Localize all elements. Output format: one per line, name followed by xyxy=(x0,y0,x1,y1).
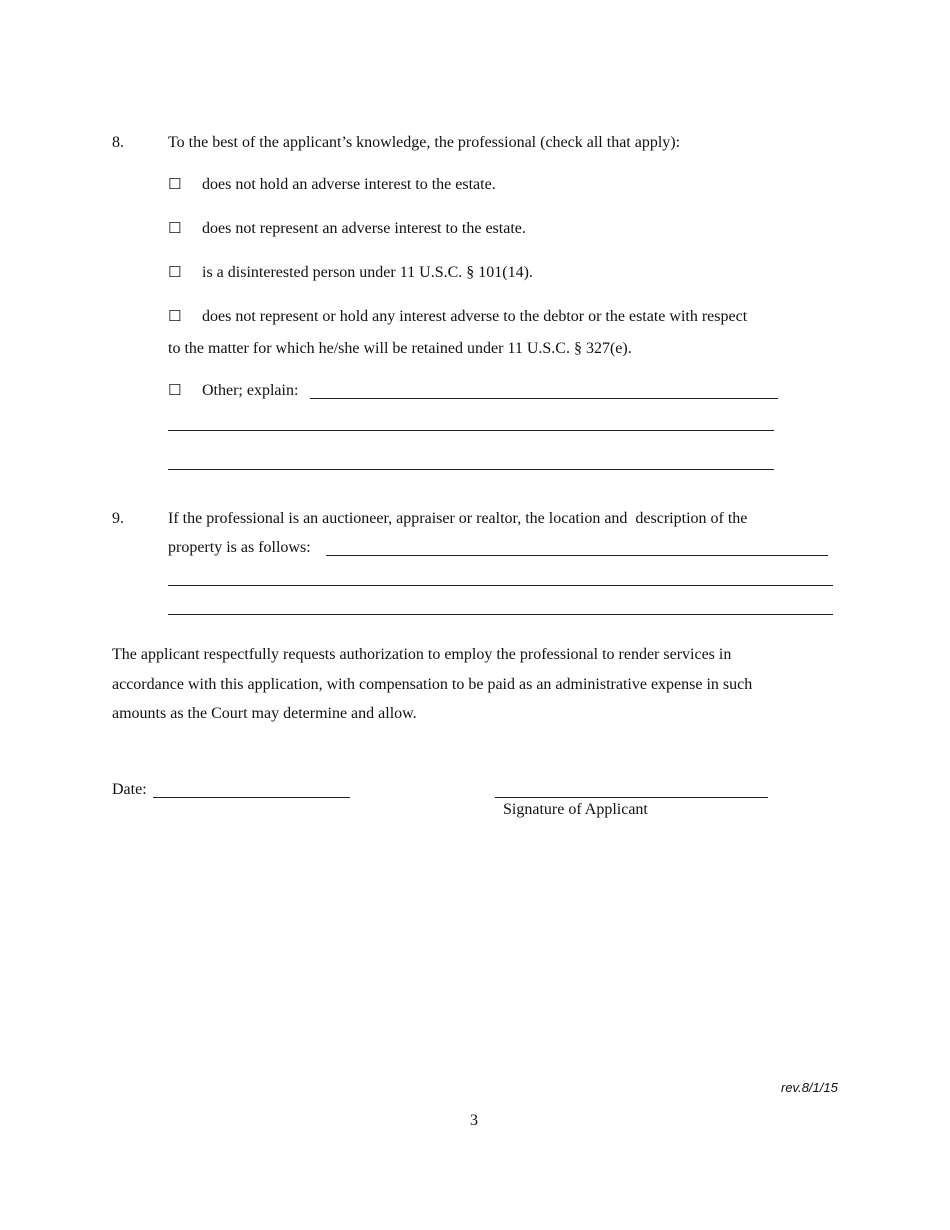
property-description-line-3[interactable] xyxy=(168,614,833,615)
checkbox-disinterested-person[interactable]: ☐ xyxy=(168,263,182,281)
other-explain-line-2[interactable] xyxy=(168,430,774,431)
request-line-1: The applicant respectfully requests authorization to employ the professional to render services in xyxy=(112,646,732,663)
checkbox-no-adverse-interest[interactable]: ☐ xyxy=(168,175,182,193)
request-line-2: accordance with this application, with compensation to be paid as an administrative expense in such xyxy=(112,676,753,693)
checkbox-no-represent-adverse[interactable]: ☐ xyxy=(168,219,182,237)
option-no-adverse-interest-label: does not hold an adverse interest to the estate. xyxy=(202,176,496,193)
other-explain-line-3[interactable] xyxy=(168,469,774,470)
option-other-label: Other; explain: xyxy=(202,382,299,399)
item8-intro: To the best of the applicant’s knowledge, the professional (check all that apply): xyxy=(168,134,681,151)
property-description-line-1[interactable] xyxy=(326,555,828,556)
option-327e-label: does not represent or hold any interest adverse to the debtor or the estate with respect xyxy=(202,308,748,325)
other-explain-line-1[interactable] xyxy=(310,398,778,399)
signature-line[interactable] xyxy=(495,797,768,798)
option-disinterested-person-label: is a disinterested person under 11 U.S.C. § 101(14). xyxy=(202,264,533,281)
checkbox-327e[interactable]: ☐ xyxy=(168,307,182,325)
date-line[interactable] xyxy=(153,797,350,798)
property-description-line-2[interactable] xyxy=(168,585,833,586)
item9-line-1: If the professional is an auctioneer, appraiser or realtor, the location and description of the xyxy=(168,510,748,527)
signature-label: Signature of Applicant xyxy=(503,801,648,818)
date-label: Date: xyxy=(112,781,147,798)
item9-line-2: property is as follows: xyxy=(168,539,311,556)
checkbox-other[interactable]: ☐ xyxy=(168,381,182,399)
revision-date: rev.8/1/15 xyxy=(781,1080,838,1095)
request-line-3: amounts as the Court may determine and allow. xyxy=(112,705,417,722)
page-number: 3 xyxy=(470,1112,478,1129)
option-327e-continuation: to the matter for which he/she will be retained under 11 U.S.C. § 327(e). xyxy=(168,340,632,357)
item-number-8: 8. xyxy=(112,134,124,151)
item-number-9: 9. xyxy=(112,510,124,527)
option-no-represent-adverse-label: does not represent an adverse interest to the estate. xyxy=(202,220,526,237)
